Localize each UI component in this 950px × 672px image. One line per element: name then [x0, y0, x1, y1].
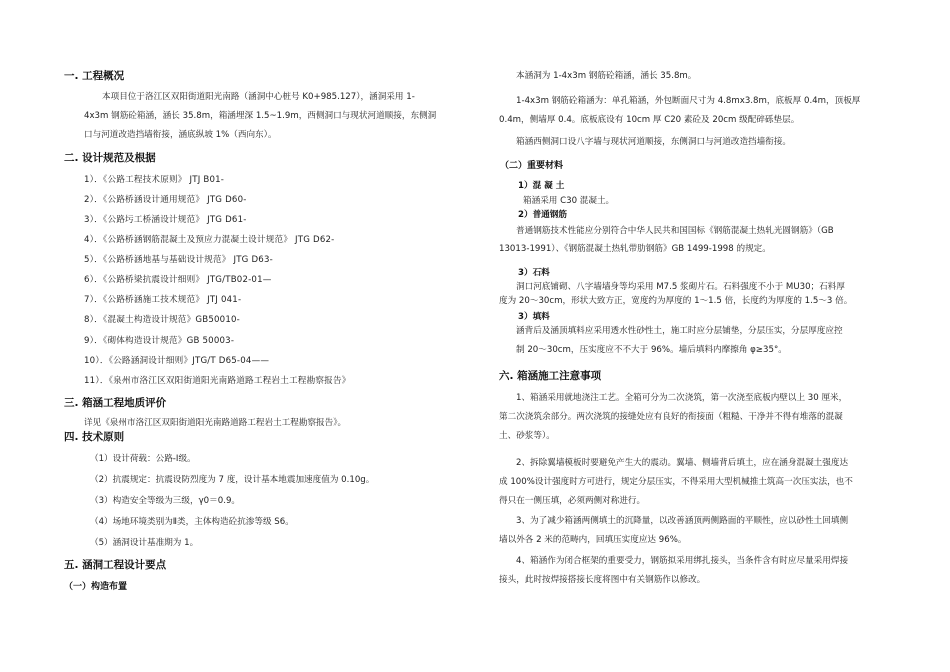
principle-item: （5）涵洞设计基准期为 1。 [90, 538, 199, 548]
section-title-design-points: 五. 涵洞工程设计要点 [64, 559, 167, 571]
section-title-overview: 一. 工程概况 [64, 70, 125, 82]
construction-note-2: 2、拆除翼墙模板时要避免产生大的震动。翼墙、侧墙背后填土，应在涵身混凝土强度达 [516, 458, 849, 468]
reference-item: 1）．《公路工程技术原则》 JTJ B01- [84, 175, 225, 185]
reference-item: 7）．《公路桥涵施工技术规范》 JTJ 041- [84, 295, 242, 305]
section-title-standards: 二. 设计规范及根据 [64, 152, 156, 164]
reference-item: 6）．《公路桥梁抗震设计细则》 JTG/TB02-01— [84, 275, 272, 285]
principle-item: （1）设计荷载：公路-Ⅰ级。 [90, 454, 196, 464]
subsection-title-structure: （一）构造布置 [64, 582, 128, 592]
reference-item: 3）．《公路圬工桥涵设计规范》 JTG D61- [84, 215, 247, 225]
overview-line-2: 4x3m 钢筋砼箱涵，涵长 35.8m，箱涵埋深 1.5~1.9m，西侧洞口与现状河道顺接，东侧洞 [84, 111, 437, 121]
principle-item: （3）构造安全等级为三级，γ0＝0.9。 [90, 496, 241, 506]
construction-note-1: 第二次浇筑余部分。两次浇筑的接缝处应有良好的衔接面（粗糙、干净并不得有堆落的混凝 [499, 412, 843, 422]
material-text-concrete: 箱涵采用 C30 混凝土。 [523, 196, 615, 206]
construction-note-3: 墙以外各 2 米的范畴内，回填压实度应达 96%。 [499, 535, 687, 545]
section-title-geology: 三. 箱涵工程地质评价 [64, 397, 167, 409]
principle-item: （2）抗震规定：抗震设防烈度为 7 度，设计基本地震加速度值为 0.10g。 [90, 475, 375, 485]
section-title-construction: 六. 箱涵施工注意事项 [499, 370, 602, 382]
culvert-section-line-2: 0.4m，侧墙厚 0.4。底板底设有 10cm 厚 C20 素砼及 20cm 级配碎砾垫层。 [499, 115, 800, 125]
material-title-rebar: 2）普通钢筋 [518, 210, 567, 220]
material-text-stone-2: 度为 20～30cm，形状大致方正，宽度约为厚度的 1～1.5 倍，长度约为厚度的 1.5～3 倍。 [499, 296, 853, 306]
construction-note-2: 成 100%设计强度时方可进行，规定分层压实，不得采用大型机械推土筑高一次压实法，也不 [499, 477, 853, 487]
construction-note-4: 接头，此时按焊接搭接长度将图中有关钢筋作以修改。 [499, 575, 706, 585]
material-text-rebar-2: 13013-1991）、《钢筋混凝土热轧带肋钢筋》GB 1499-1998 的规定。 [499, 244, 771, 254]
construction-note-3: 3、为了减少箱涵两侧填土的沉降量，以改善涵顶两侧路面的平顺性，应以砂性土回填侧 [516, 516, 849, 526]
culvert-connection: 箱涵西侧洞口设八字墙与现状河道顺接，东侧洞口与河道改造挡墙衔接。 [516, 137, 792, 147]
construction-note-1: 1、箱涵采用就地浇注工艺。全箱可分为二次浇筑，第一次浇至底板内壁以上 30 厘米， [516, 393, 848, 403]
construction-note-4: 4、箱涵作为闭合框架的重要受力，钢筋拟采用绑扎接头，当条件含有时应尽量采用焊接 [516, 556, 849, 566]
principle-item: （4）场地环境类别为Ⅱ类，主体构造砼抗渗等级 S6。 [90, 517, 294, 527]
construction-note-1: 土、砂浆等）。 [499, 431, 555, 441]
overview-line-3: 口与河道改造挡墙衔接，涵底纵坡 1%（西向东）。 [84, 130, 277, 140]
overview-line-1: 本项目位于洛江区双阳街道阳光南路（涵洞中心桩号 K0+985.127），涵洞采用 1- [102, 92, 415, 102]
construction-note-2: 得只在一侧压填，必须两侧对称进行。 [499, 496, 646, 506]
material-text-rebar-1: 普通钢筋技术性能应分别符合中华人民共和国国标《钢筋混凝土热轧光圆钢筋》（GB [516, 226, 834, 236]
material-text-fill-1: 涵背后及涵顶填料应采用透水性砂性土，施工时应分层铺垫，分层压实，分层厚度应控 [516, 326, 843, 336]
reference-item: 8）．《混凝土构造设计规范》GB50010- [84, 315, 240, 325]
subsection-title-materials: （二）重要材料 [500, 161, 564, 171]
material-title-stone: 3）石料 [518, 268, 550, 278]
reference-item: 11）．《泉州市洛江区双阳街道阳光南路道路工程岩土工程勘察报告》 [84, 376, 351, 386]
culvert-section-line-1: 1-4x3m 钢筋砼箱涵为：单孔箱涵，外包断面尺寸为 4.8mx3.8m，底板厚 0.4m，顶板厚 [516, 96, 861, 106]
material-title-concrete: 1）混 凝 土 [518, 181, 565, 191]
culvert-summary: 本涵洞为 1-4x3m 钢筋砼箱涵，涵长 35.8m。 [516, 71, 697, 81]
geology-text: 详见《泉州市洛江区双阳街道阳光南路道路工程岩土工程勘察报告》。 [84, 418, 347, 428]
section-title-principles: 四. 技术原则 [64, 431, 125, 443]
reference-item: 4）．《公路桥涵钢筋混凝土及预应力混凝土设计规范》 JTG D62- [84, 235, 335, 245]
reference-item: 9）．《砌体构造设计规范》GB 50003- [84, 336, 235, 346]
reference-item: 2）．《公路桥涵设计通用规范》 JTG D60- [84, 195, 247, 205]
material-text-fill-2: 制 20～30cm，压实度应不不大于 96%。墙后填料内摩擦角 φ≥35°。 [516, 345, 787, 355]
reference-item: 5）．《公路桥涵地基与基础设计规范》 JTG D63- [84, 255, 273, 265]
reference-item: 10）．《公路涵洞设计细则》JTG/T D65-04—— [84, 356, 270, 366]
material-title-fill: 3）填料 [518, 312, 550, 322]
material-text-stone-1: 洞口河底铺砌、八字墙墙身等均采用 M7.5 浆砌片石。石料强度不小于 MU30；石料厚 [516, 282, 845, 292]
